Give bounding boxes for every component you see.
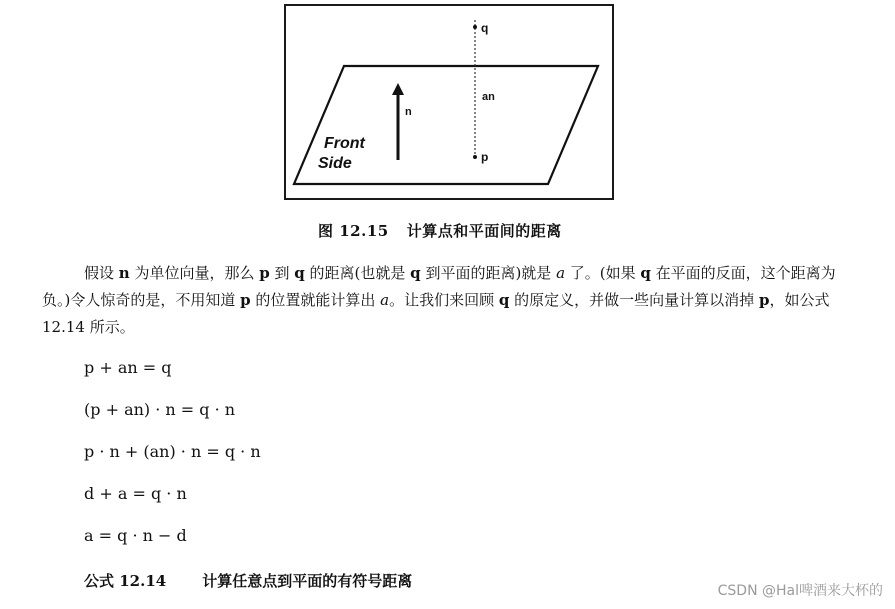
scalar-symbol: a [556, 264, 566, 282]
point-p-dot [473, 155, 477, 159]
formula-caption [84, 570, 412, 591]
vector-symbol: q [498, 291, 510, 309]
para-text: 。让我们来回顾 [389, 291, 499, 309]
para-text: 在平面的反面，这个距离为负。)令人惊奇的是，不用知道 [42, 264, 836, 309]
label-n: n [405, 106, 412, 118]
watermark: CSDN @Hal啤酒来大杯的 [717, 583, 883, 599]
figure-caption [318, 220, 562, 241]
para-text: 到 [269, 264, 295, 282]
equation-2: (p + an) · n = q · n [84, 400, 236, 419]
figure-caption-number: 图 12.15 [318, 222, 389, 240]
point-q-dot [473, 25, 477, 29]
equation-1: p + an = q [84, 358, 172, 377]
normal-arrow-head [392, 83, 404, 95]
equation-4: d + a = q · n [84, 484, 187, 503]
vector-symbol: n [118, 264, 130, 282]
vector-symbol: p [259, 264, 270, 282]
para-text: ，如公式 12.14 所示。 [42, 291, 830, 336]
para-text: 到平面的距离)就是 [420, 264, 557, 282]
para-text: 了。(如果 [565, 264, 641, 282]
formula-caption-number: 公式 12.14 [84, 572, 167, 590]
formula-caption-text: 计算任意点到平面的有符号距离 [202, 572, 413, 590]
vector-symbol: q [410, 264, 421, 282]
vector-symbol: p [758, 291, 770, 309]
vector-symbol: q [640, 264, 651, 282]
equation-5: a = q · n − d [84, 526, 187, 545]
figure-caption-text: 计算点和平面间的距离 [406, 222, 562, 240]
label-an: an [482, 91, 495, 103]
equation-3: p · n + (an) · n = q · n [84, 442, 261, 461]
front-side-label-line1: Front [324, 135, 365, 152]
vector-symbol: q [294, 264, 305, 282]
scalar-symbol: a [380, 291, 390, 309]
para-text: 的距离(也就是 [304, 264, 411, 282]
label-q: q [481, 21, 489, 35]
para-text: 的原定义，并做一些向量计算以消掉 [509, 291, 759, 309]
para-text: 假设 [84, 264, 119, 282]
body-paragraph [42, 260, 862, 341]
para-text: 为单位向量，那么 [129, 264, 260, 282]
label-p: p [481, 150, 489, 164]
front-side-label-line2: Side [318, 155, 352, 172]
para-text: 的位置就能计算出 [250, 291, 381, 309]
vector-symbol: p [240, 291, 251, 309]
